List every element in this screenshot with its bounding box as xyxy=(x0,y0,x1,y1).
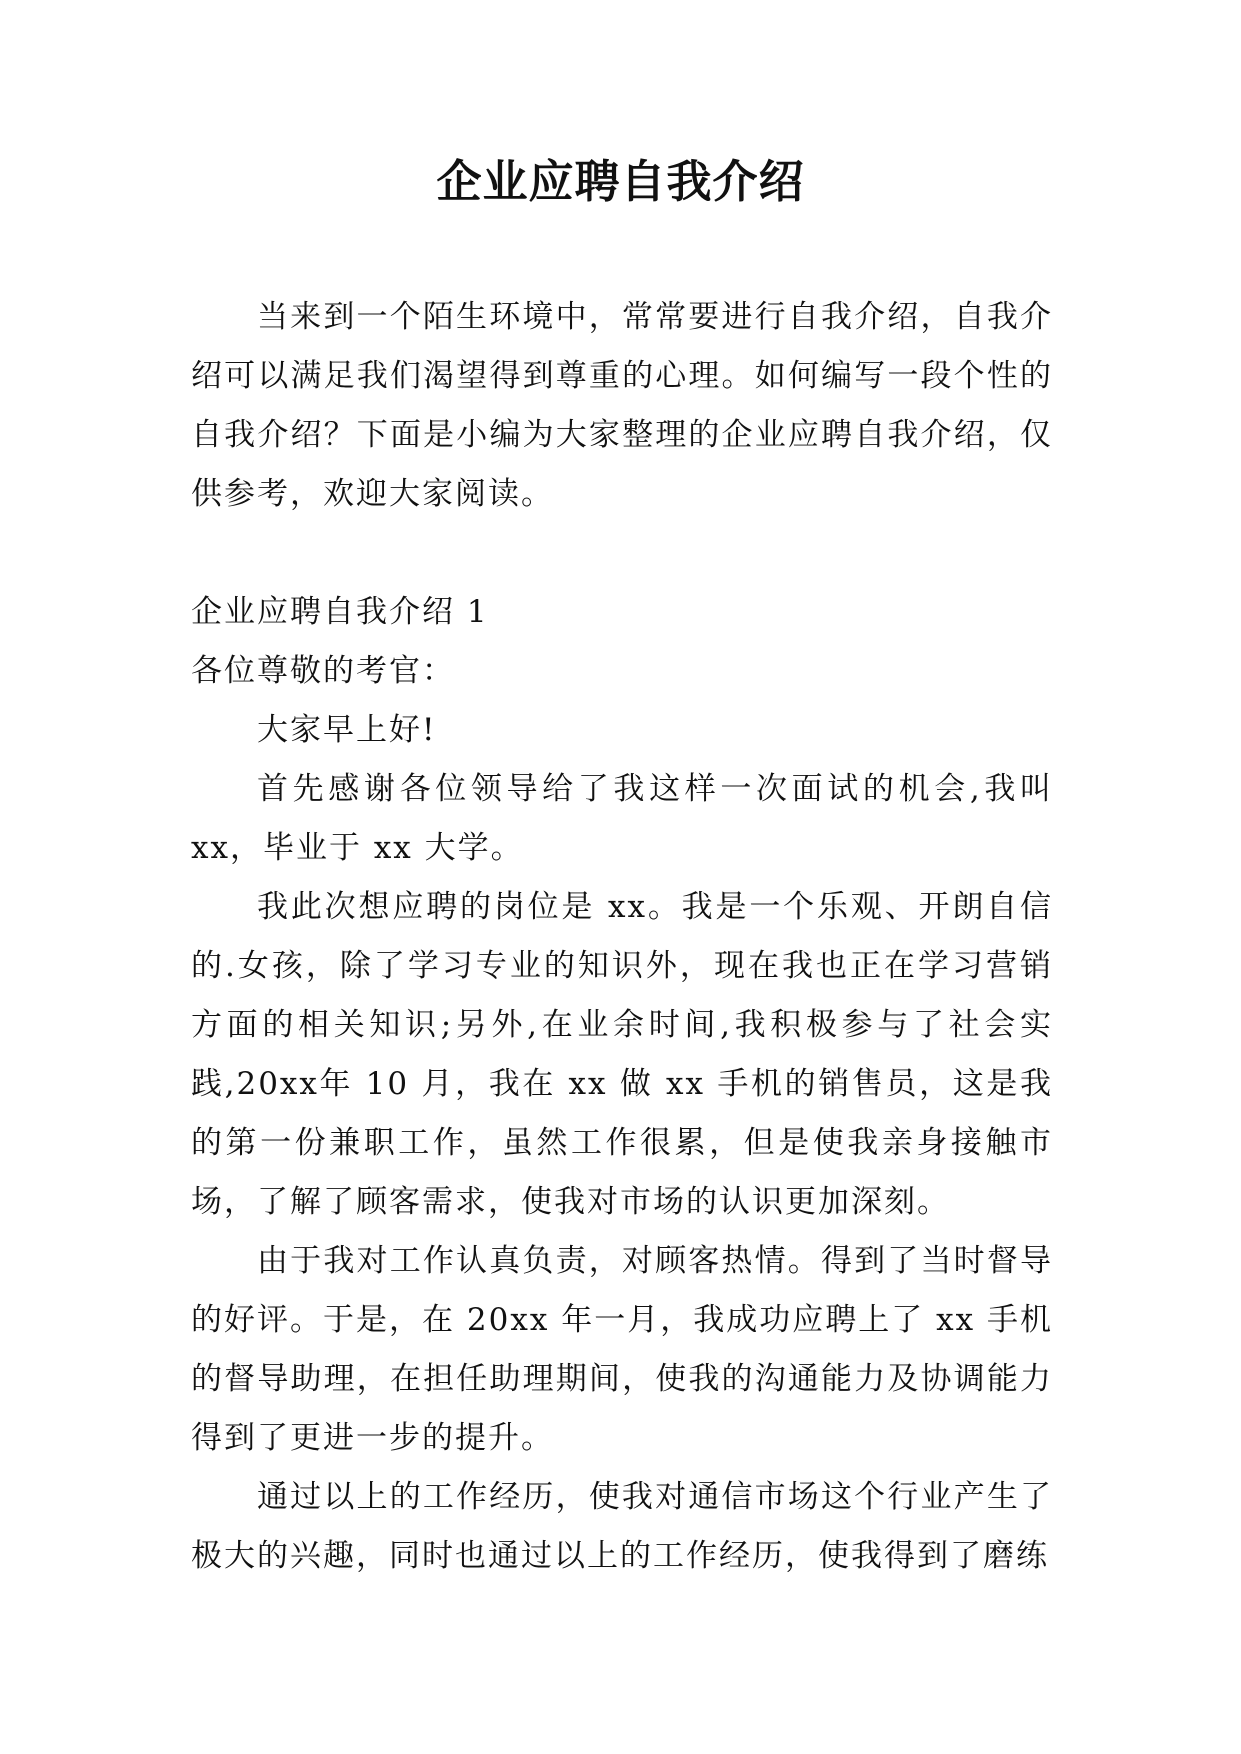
body-paragraph: 大家早上好! xyxy=(257,712,437,748)
section-heading: 企业应聘自我介绍 1 xyxy=(191,594,489,630)
body-paragraph: 通过以上的工作经历，使我对通信市场这个行业产生了极大的兴趣，同时也通过以上的工作经历，使我得到了磨练 xyxy=(191,1479,1053,1574)
salutation: 各位尊敬的考官： xyxy=(191,653,455,689)
body-paragraph: 由于我对工作认真负责，对顾客热情。得到了当时督导的好评。于是，在 20xx 年一月，我成功应聘上了 xx 手机的督导助理，在担任助理期间，使我的沟通能力及协调能力得到了更进一步的提升。 xyxy=(191,1243,1053,1456)
body-paragraph: 我此次想应聘的岗位是 xx。我是一个乐观、开朗自信的.女孩，除了学习专业的知识外，现在我也正在学习营销方面的相关知识;另外,在业余时间,我积极参与了社会实践,20xx年 10 月，我在 xx 做 xx 手机的销售员，这是我的第一份兼职工作，虽然工作很累，但是使我亲身接触市场，了解了顾客需求，使我对市场的认识更加深刻。 xyxy=(191,889,1053,1220)
document-body xyxy=(191,288,1053,1586)
body-paragraph: 首先感谢各位领导给了我这样一次面试的机会,我叫xx，毕业于 xx 大学。 xyxy=(191,771,1053,866)
intro-paragraph: 当来到一个陌生环境中，常常要进行自我介绍，自我介绍可以满足我们渴望得到尊重的心理。如何编写一段个性的自我介绍？下面是小编为大家整理的企业应聘自我介绍，仅供参考，欢迎大家阅读。 xyxy=(191,299,1053,512)
document-title: 企业应聘自我介绍 xyxy=(436,155,805,208)
